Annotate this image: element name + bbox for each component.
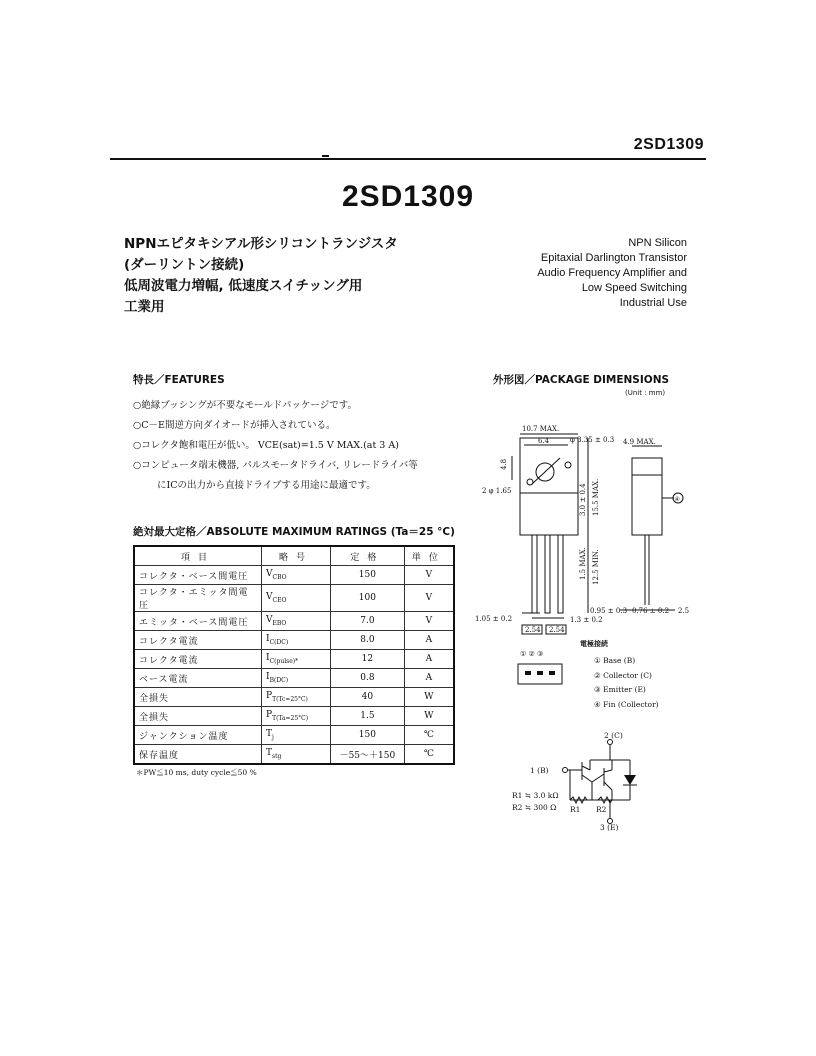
electrode-item: ④ Fin (Collector): [594, 699, 659, 709]
package-diagram: [470, 420, 700, 640]
jp-line: (ダーリントン接続): [124, 257, 245, 273]
header-part-number: 2SD1309: [633, 136, 704, 153]
symbol-subscript: B(DC): [269, 676, 289, 684]
rating-unit: V: [404, 566, 454, 585]
symbol-subscript: CBO: [272, 573, 287, 581]
base-label: 1 (B): [530, 766, 549, 775]
rating-name: エミッタ・ベース間電圧: [134, 612, 262, 631]
rating-unit: A: [404, 650, 454, 669]
rating-unit: V: [404, 612, 454, 631]
rating-value: 12: [331, 650, 405, 669]
rating-unit: W: [404, 688, 454, 707]
dim-text: 4.8: [500, 458, 508, 470]
dim-text: φ 3.35 ± 0.3: [570, 436, 615, 444]
features-title: 特長／FEATURES: [133, 374, 225, 386]
r2-label: R2: [596, 805, 607, 814]
symbol-subscript: T(Tc=25°C): [272, 695, 308, 703]
ratings-footnote: ＊PW≦10 ms, duty cycle≦50 %: [136, 768, 257, 777]
jp-line: NPNエピタキシアル形シリコントランジスタ: [124, 236, 398, 252]
rating-symbol: [262, 726, 331, 745]
feature-item: ○コレクタ飽和電圧が低い。 VCE(sat)=1.5 V MAX.(at 3 A): [133, 440, 399, 451]
en-line: Audio Frequency Amplifier and: [537, 267, 687, 279]
features-list: [133, 396, 418, 496]
dim-text: 0.76 ± 0.2: [632, 607, 670, 615]
symbol-subscript: stg: [272, 752, 282, 760]
symbol-subscript: C(pulse)*: [269, 657, 299, 665]
rating-name: ジャンクション温度: [134, 726, 262, 745]
pin-numbers: ① ② ③: [520, 650, 544, 658]
rating-unit: A: [404, 631, 454, 650]
rating-name: コレクタ電流: [134, 650, 262, 669]
rating-name: 全損失: [134, 707, 262, 726]
table-row: [134, 669, 454, 688]
dim-text: 1.3 ± 0.2: [570, 616, 603, 624]
rating-value: 150: [331, 726, 405, 745]
dim-text: 2.54: [549, 626, 565, 634]
electrode-item: ③ Emitter (E): [594, 685, 646, 694]
lead-1: [532, 535, 537, 613]
dim-text: ④: [674, 496, 680, 503]
symbol-subscript: EBO: [272, 619, 287, 627]
dim-text: 6.4: [538, 437, 550, 445]
ratings-title: 絶対最大定格／ABSOLUTE MAXIMUM RATINGS (Ta＝25 °C): [133, 526, 455, 538]
features-section: [133, 372, 418, 496]
rating-symbol: [262, 585, 331, 612]
symbol-letter: I: [266, 634, 270, 645]
en-line: Low Speed Switching: [581, 282, 687, 294]
header-rating: 定格: [331, 546, 405, 566]
rating-name: コレクタ・ベース間電圧: [134, 566, 262, 585]
jp-description: [124, 234, 398, 318]
rating-unit: ℃: [404, 726, 454, 745]
symbol-subscript: T(Ta=25°C): [272, 714, 309, 722]
rating-value: 0.8: [331, 669, 405, 688]
jp-line: 工業用: [124, 299, 165, 315]
table-row: [134, 566, 454, 585]
electrode-item: ① Base (B): [594, 656, 636, 665]
electrode-item: ② Collector (C): [594, 670, 652, 680]
rating-value: 1.5: [331, 707, 405, 726]
header-rule: [110, 158, 706, 160]
package-title: 外形図／PACKAGE DIMENSIONS: [493, 374, 670, 386]
rating-symbol: [262, 669, 331, 688]
r2-value: R2 ≒ 300 Ω: [512, 803, 557, 812]
header-item: 項目: [134, 546, 262, 566]
header-dash: [322, 155, 329, 157]
symbol-subscript: j: [272, 733, 274, 741]
rating-unit: W: [404, 707, 454, 726]
table-row: [134, 585, 454, 612]
pin-diagram: [512, 646, 572, 688]
table-row: [134, 745, 454, 765]
en-line: Epitaxial Darlington Transistor: [540, 252, 687, 264]
header-symbol: 略号: [262, 546, 331, 566]
dim-text: 2 φ 1.65: [482, 487, 512, 495]
dim-text: 10.7 MAX.: [522, 425, 560, 433]
rating-name: コレクタ・エミッタ間電圧: [134, 585, 262, 612]
dim-text: 1.5 MAX.: [579, 547, 587, 580]
table-row: [134, 631, 454, 650]
rating-symbol: [262, 631, 331, 650]
rating-name: 全損失: [134, 688, 262, 707]
rating-unit: ℃: [404, 745, 454, 765]
jp-line: 低周波電力増幅, 低速度スイチッング用: [124, 278, 363, 294]
package-body-lower: [520, 493, 578, 535]
rating-symbol: [262, 688, 331, 707]
lead-2: [545, 535, 550, 613]
en-description: [537, 236, 687, 311]
symbol-letter: T: [266, 748, 273, 759]
dim-text: 2.5: [678, 607, 690, 615]
package-unit: (Unit : mm): [625, 389, 666, 397]
circuit-diagram: [500, 730, 660, 835]
dim-text: 1.05 ± 0.2: [475, 615, 513, 623]
symbol-letter: V: [266, 569, 273, 580]
en-line: Industrial Use: [619, 297, 687, 309]
table-row: [134, 688, 454, 707]
symbol-letter: P: [266, 710, 273, 721]
rating-unit: A: [404, 669, 454, 688]
rating-unit: V: [404, 585, 454, 612]
feature-item: ○コンピュータ端末機器, パルスモータドライバ, リレードライバ等: [133, 460, 418, 471]
symbol-subscript: CEO: [272, 596, 287, 604]
symbol-letter: I: [266, 672, 270, 683]
symbol-letter: I: [266, 653, 270, 664]
dim-text: 4.9 MAX.: [623, 438, 656, 446]
rating-value: 150: [331, 566, 405, 585]
package-side-view: [632, 458, 662, 535]
lead-3: [558, 535, 563, 613]
page-title: 2SD1309: [341, 180, 475, 213]
rating-symbol: [262, 566, 331, 585]
dim-text: 0.95 ± 0.3: [590, 607, 628, 615]
symbol-letter: V: [266, 615, 273, 626]
symbol-subscript: C(DC): [269, 638, 289, 646]
rating-name: コレクタ電流: [134, 631, 262, 650]
rating-symbol: [262, 745, 331, 765]
rating-name: ベース電流: [134, 669, 262, 688]
rating-symbol: [262, 707, 331, 726]
rating-value: 40: [331, 688, 405, 707]
rating-value: 8.0: [331, 631, 405, 650]
table-row: [134, 726, 454, 745]
electrodes-title: 電極接続: [580, 640, 608, 648]
ratings-table: [133, 545, 455, 765]
electrode-connections: [594, 654, 659, 712]
rating-value: 7.0: [331, 612, 405, 631]
feature-item: ○絶縁ブッシングが不要なモールドパッケージです。: [133, 400, 357, 411]
rating-symbol: [262, 650, 331, 669]
rating-value: －55～＋150: [331, 745, 405, 765]
en-line: NPN Silicon: [628, 237, 687, 249]
emitter-label: 3 (E): [600, 823, 619, 832]
rating-symbol: [262, 612, 331, 631]
feature-item: にICの出力から直接ドライブする用途に最適です。: [157, 480, 376, 491]
table-row: [134, 612, 454, 631]
rating-value: 100: [331, 585, 405, 612]
dim-text: 3.0 ± 0.4: [579, 483, 587, 516]
table-row: [134, 707, 454, 726]
header-unit: 単位: [404, 546, 454, 566]
collector-label: 2 (C): [604, 731, 623, 740]
symbol-letter: V: [266, 592, 273, 603]
dim-text: 12.5 MIN.: [592, 549, 600, 585]
r1-label: R1: [570, 805, 581, 814]
dim-text: 2.54: [525, 626, 541, 634]
table-row: [134, 650, 454, 669]
rating-name: 保存温度: [134, 745, 262, 765]
symbol-letter: P: [266, 691, 273, 702]
r1-value: R1 ≒ 3.0 kΩ: [512, 791, 559, 800]
feature-item: ○C－E間逆方向ダイオードが挿入されている。: [133, 420, 336, 431]
symbol-letter: T: [266, 729, 273, 740]
dim-text: 15.5 MAX.: [592, 478, 600, 516]
table-header-row: [134, 546, 454, 566]
